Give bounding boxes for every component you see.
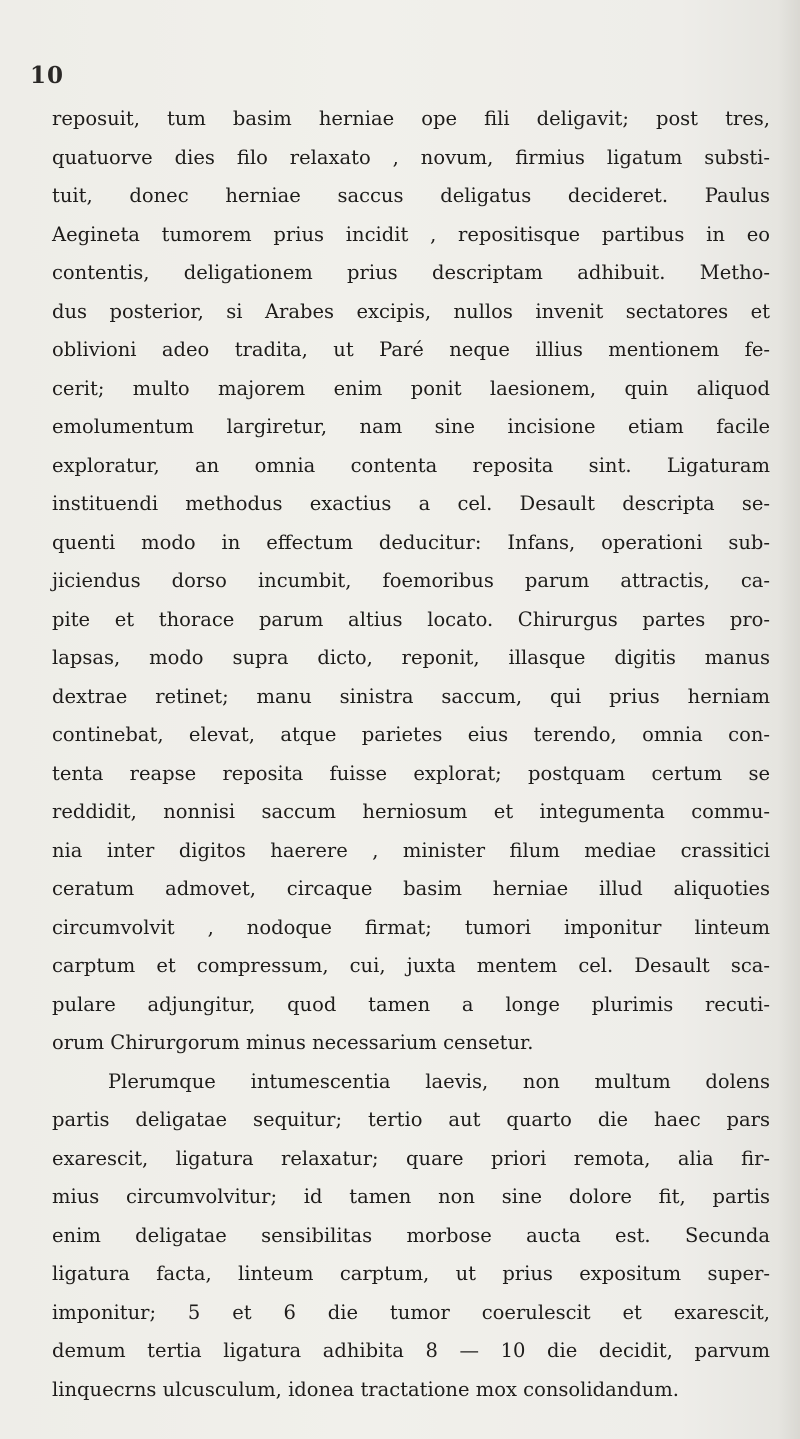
text-line: ligatura facta, linteum carptum, ut prius expositum super- xyxy=(52,1262,770,1285)
text-line: nia inter digitos haerere , minister filum mediae crassitici xyxy=(52,838,770,862)
text-line: emolumentum largiretur, nam sine incisione etiam facile xyxy=(52,415,770,438)
text-line: cerit; multo majorem enim ponit laesionem, quin aliquod xyxy=(52,376,770,400)
text-line: ceratum admovet, circaque basim herniae illud aliquoties xyxy=(52,877,770,900)
text-line: exarescit, ligatura relaxatur; quare priori remota, alia fir- xyxy=(52,1146,770,1170)
text-line: quatuorve dies filo relaxato , novum, firmius ligatum substi- xyxy=(52,145,770,169)
text-line: continebat, elevat, atque parietes eius terendo, omnia con- xyxy=(52,723,770,746)
text-line: tuit, donec herniae saccus deligatus decideret. Paulus xyxy=(52,184,770,207)
text-line: reddidit, nonnisi saccum herniosum et integumenta commu- xyxy=(52,800,770,823)
body-text xyxy=(52,100,770,1409)
text-line: dus posterior, si Arabes excipis, nullos invenit sectatores et xyxy=(52,299,770,323)
text-line: jiciendus dorso incumbit, foemoribus parum attractis, ca- xyxy=(52,569,770,592)
page-edge-shadow xyxy=(778,0,800,1439)
text-line: instituendi methodus exactius a cel. Desault descripta se- xyxy=(52,492,770,515)
text-line: Plerumque intumescentia laevis, non multum dolens xyxy=(108,1069,770,1093)
text-line: tenta reapse reposita fuisse explorat; postquam certum se xyxy=(52,761,770,785)
text-line: quenti modo in effectum deducitur: Infans, operationi sub- xyxy=(52,530,770,554)
text-line: carptum et compressum, cui, juxta mentem cel. Desault sca- xyxy=(52,954,770,977)
text-line: circumvolvit , nodoque firmat; tumori imponitur linteum xyxy=(52,915,770,939)
text-line: enim deligatae sensibilitas morbose aucta est. Secunda xyxy=(52,1223,770,1247)
text-line: pite et thorace parum altius locato. Chirurgus partes pro- xyxy=(52,607,770,631)
text-line: partis deligatae sequitur; tertio aut quarto die haec pars xyxy=(52,1108,770,1131)
text-line: lapsas, modo supra dicto, reponit, illasque digitis manus xyxy=(52,646,770,669)
text-line: contentis, deligationem prius descriptam adhibuit. Metho- xyxy=(52,261,770,284)
text-line: demum tertia ligatura adhibita 8 — 10 die decidit, parvum xyxy=(52,1339,770,1362)
text-line: exploratur, an omnia contenta reposita sint. Ligaturam xyxy=(52,453,770,477)
text-line: oblivioni adeo tradita, ut Paré neque illius mentionem fe- xyxy=(52,338,770,361)
text-line: mius circumvolvitur; id tamen non sine dolore fit, partis xyxy=(52,1185,770,1208)
text-line: imponitur; 5 et 6 die tumor coerulescit et exarescit, xyxy=(52,1300,770,1324)
text-line: dextrae retinet; manu sinistra saccum, qui prius herniam xyxy=(52,684,770,708)
text-line: reposuit, tum basim herniae ope fili deligavit; post tres, xyxy=(52,107,770,130)
text-line: linquecrns ulcusculum, idonea tractatione mox consolidandum. xyxy=(52,1377,679,1401)
text-line: Aegineta tumorem prius incidit , repositisque partibus in eo xyxy=(52,222,770,246)
text-line: orum Chirurgorum minus necessarium censetur. xyxy=(52,1031,534,1054)
text-line: pulare adjungitur, quod tamen a longe plurimis recuti- xyxy=(52,992,770,1016)
page-number: 10 xyxy=(30,62,65,89)
